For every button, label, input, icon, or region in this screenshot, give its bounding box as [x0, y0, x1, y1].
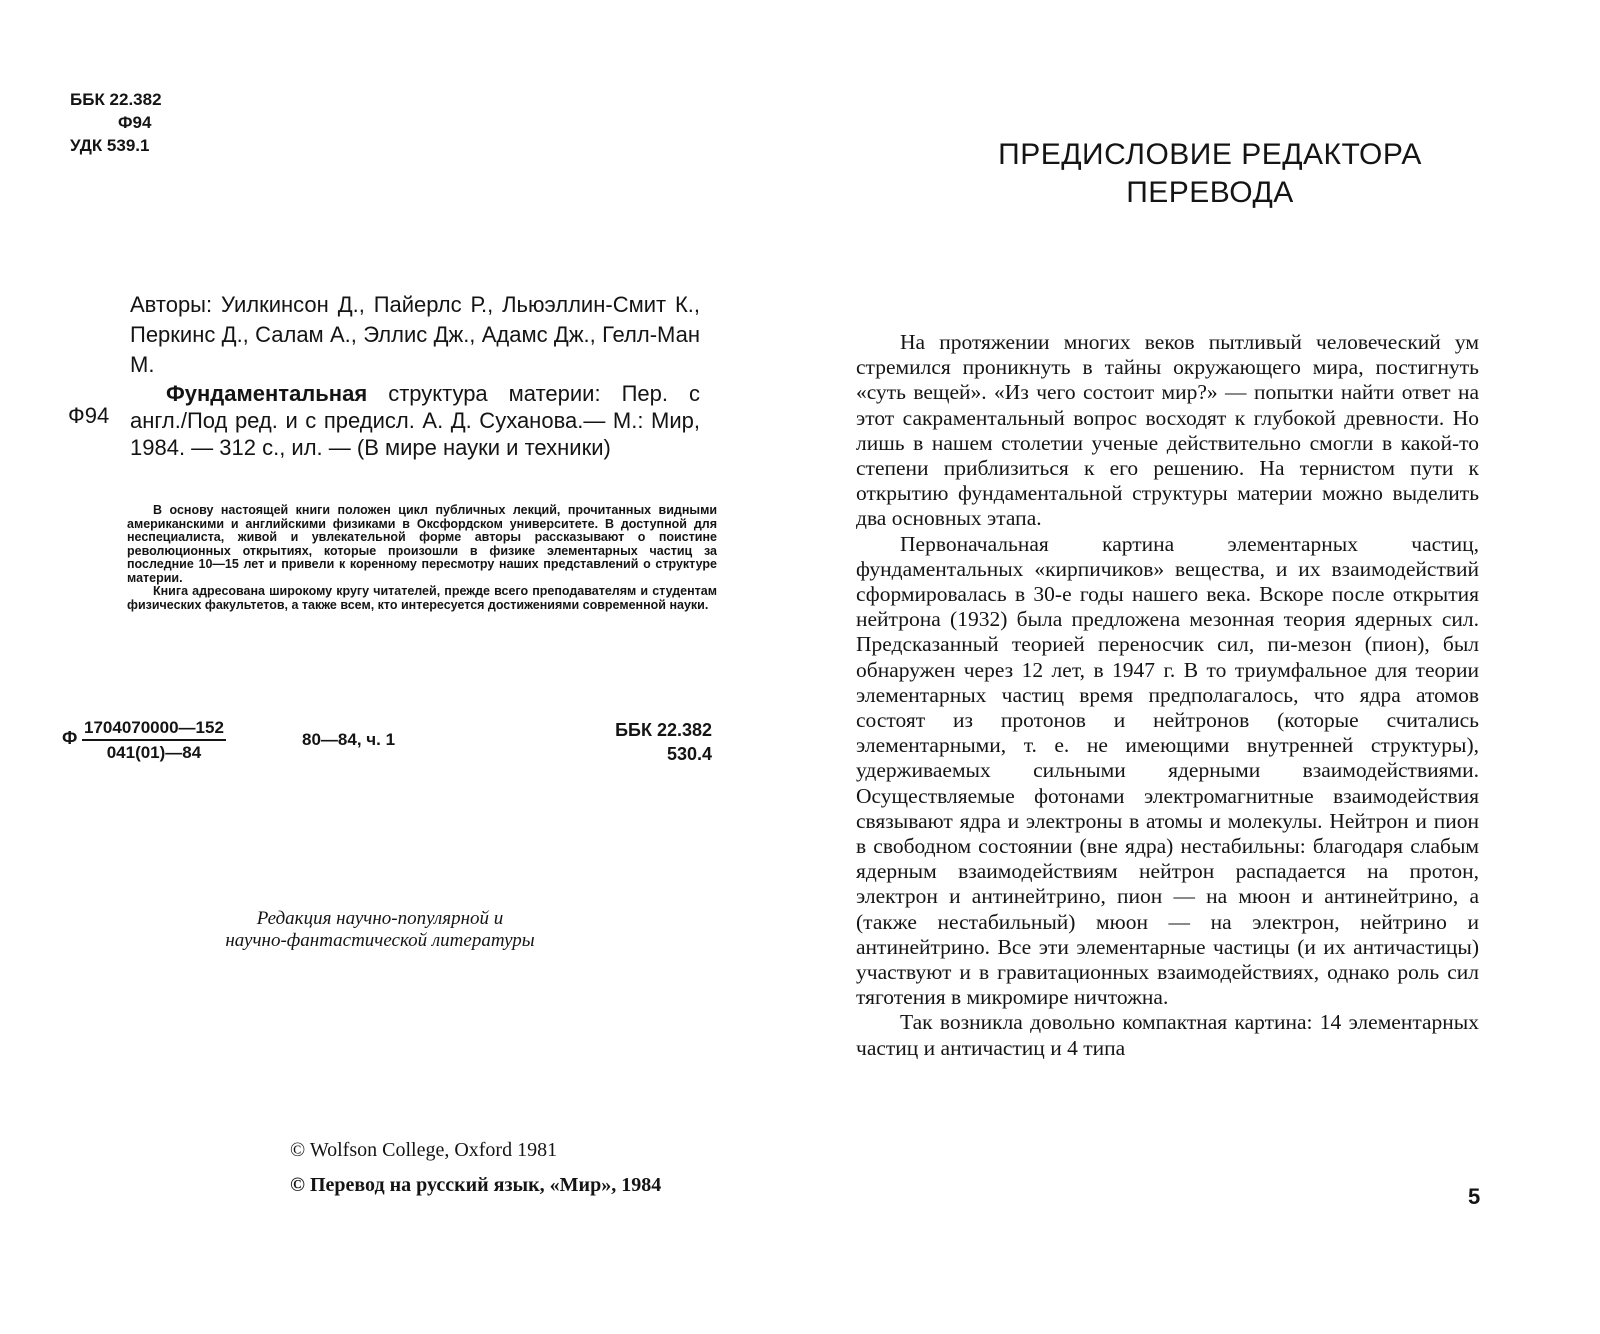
page-number: 5: [1468, 1184, 1481, 1209]
editorial-line: научно-фантастической литературы: [225, 930, 535, 951]
right-page: [840, 0, 1600, 1334]
body-paragraph: На протяжении многих веков пытливый человеческий ум стремился проникнуть в тайны окружающего мира, постигнуть «суть вещей». «Из чего состоит мир?» — попытки найти ответ на этот сакраментальный вопрос восходят к глубокой древности. Но лишь в нашем столетии ученые действительно смогли в какой-то степени приблизиться к его решению. На тернистом пути к открытию фундаментальной структуры материи можно выделить два основных этапа.: [856, 330, 1479, 531]
annotation: [127, 504, 717, 612]
bbk-right-code: ББК 22.382: [615, 720, 712, 740]
left-page: [0, 0, 760, 1334]
body-paragraph: Так возникла довольно компактная картина: 14 элементарных частиц и античастиц и 4 типа: [856, 1010, 1479, 1060]
book-entry: [130, 380, 700, 461]
annotation-paragraph: Книга адресована широкому кругу читателей, прежде всего преподавателям и студентам физических факультетов, а также всем, кто интересуется достижениями современной науки.: [127, 584, 717, 612]
editorial-line: Редакция научно-популярной и: [256, 908, 504, 929]
index-letter: Ф: [62, 728, 78, 748]
classification-block: [70, 88, 162, 157]
index-numerator: 1704070000—152: [82, 718, 226, 741]
bbk-right: [615, 718, 712, 766]
bbk-right-sub: 530.4: [666, 744, 712, 764]
book-title: Фундаментальная: [166, 381, 368, 406]
bbk-code: ББК 22.382: [70, 90, 162, 109]
copyright-block: [290, 1133, 661, 1203]
authors-list: Авторы: Уилкинсон Д., Пайерлс Р., Льюэллин-Смит К., Перкинс Д., Салам А., Эллис Дж., Адамс Дж., Гелл-Ман М.: [130, 292, 700, 377]
index-fraction: [82, 718, 226, 763]
annotation-paragraph: В основу настоящей книги положен цикл публичных лекций, прочитанных видными американскими и английскими физиками в Оксфордском университете. В доступной для неспециалиста, живой и увлекательной форме авторы рассказывают о поистине революционных открытиях, которые произошли в физике элементарных частиц за последние 10—15 лет и привели к коренному пересмотру наших представлений о структуре материи.: [127, 503, 717, 585]
body-paragraph: Первоначальная картина элементарных частиц, фундаментальных «кирпичиков» вещества, и их взаимодействий сформировалась в 30-е годы нашего века. Вскоре после открытия нейтрона (1932) была предложена мезонная теория ядерных сил. Предсказанный теорией переносчик сил, пи-мезон (пион), был обнаружен через 12 лет, в 1947 г. В то триумфальное для теории элементарных частиц время предполагалось, что ядра атомов состоят из протонов и нейтронов (которые считались элементарными, т. е. не имеющими внутренней структуры), удерживаемых сильными ядерными взаимодействиями. Осуществляемые фотонами электромагнитные взаимодействия связывают ядра и электроны в атомы и молекулы. Нейтрон и пион в свободном состоянии (вне ядра) нестабильны: благодаря слабым ядерным взаимодействиям нейтрон распадается на протон, электрон и антинейтрино, пион — на мюон и антинейтрино, а (также нестабильный) мюон — на электрон, нейтрино и антинейтрино. Все эти элементарные частицы (и их античастицы) участвуют и в гравитационных взаимодействиях, однако роль сил тяготения в микромире ничтожна.: [856, 531, 1479, 1010]
copyright-line: © Перевод на русский язык, «Мир», 1984: [290, 1174, 662, 1196]
chapter-title-line: ПРЕДИСЛОВИЕ РЕДАКТОРА: [998, 138, 1422, 171]
editorial-note: [180, 908, 580, 952]
copyright-line: © Wolfson College, Oxford 1981: [290, 1139, 558, 1161]
chapter-title: [910, 136, 1510, 212]
index-tail: 80—84, ч. 1: [302, 730, 396, 749]
book-details: структура материи: Пер. с англ./Под ред. и с предисл. А. Д. Суханова.— М.: Мир, 1984. — 312 с., ил. — (В мире науки и техники): [130, 381, 700, 460]
author-code: Ф94: [118, 113, 152, 132]
index-denominator: 041(01)—84: [106, 743, 202, 762]
udk-code: УДК 539.1: [70, 136, 150, 155]
body-text: [856, 330, 1479, 1061]
index-block: [62, 718, 712, 768]
chapter-title-line: ПЕРЕВОДА: [1126, 176, 1294, 209]
catalog-code: Ф94: [68, 403, 110, 428]
